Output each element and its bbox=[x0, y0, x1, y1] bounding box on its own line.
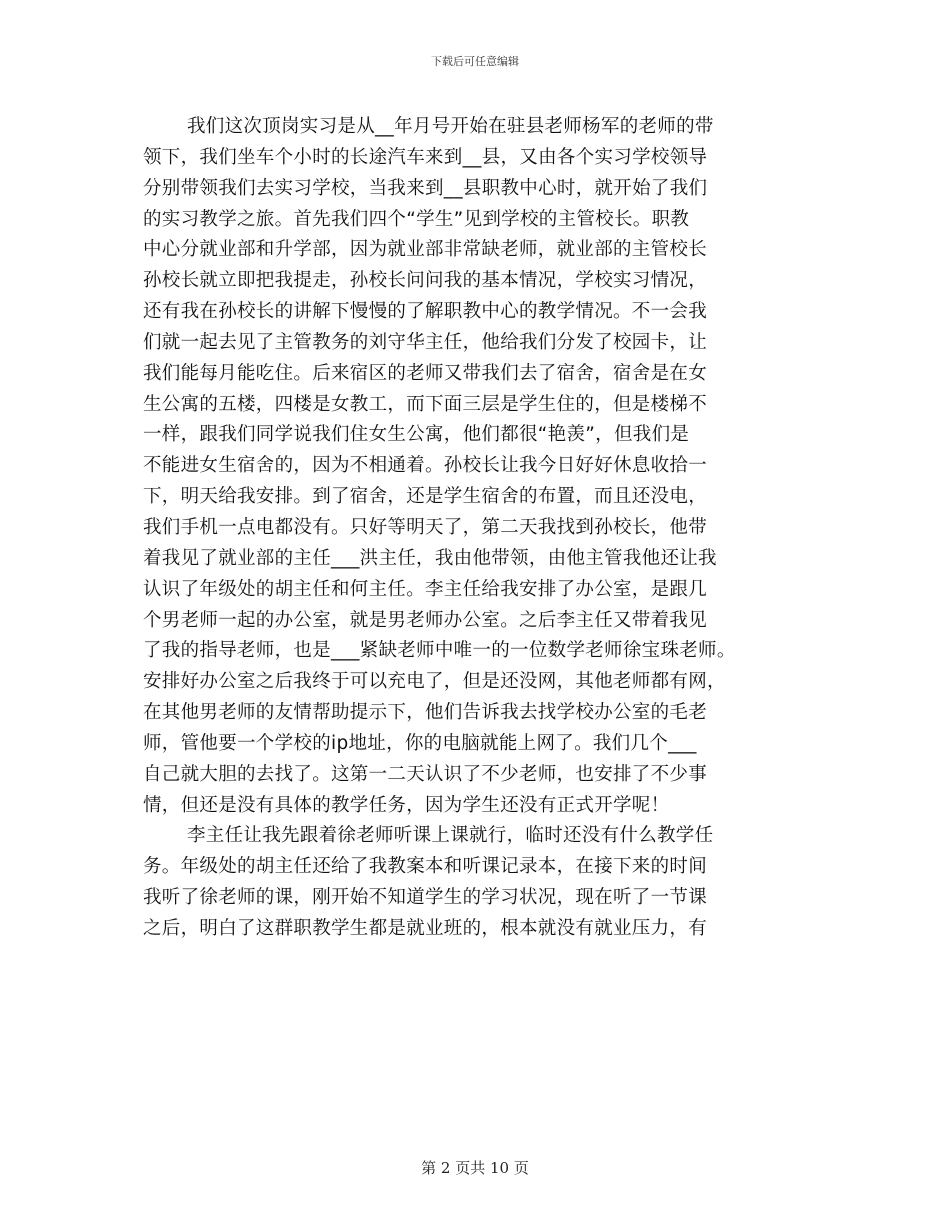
paragraph-line: 认识了年级处的胡主任和何主任。李主任给我安排了办公室，是跟几 bbox=[143, 578, 708, 600]
paragraph-line: 们就一起去见了主管教务的刘守华主任，他给我们分发了校园卡，让 bbox=[143, 331, 708, 353]
paragraph-line: 师，管他要一个学校的ip地址，你的电脑就能上网了。我们几个___ bbox=[143, 732, 697, 754]
page-number-footer: 第 2 页共 10 页 bbox=[421, 1159, 529, 1177]
paragraph-line: 自己就大胆的去找了。这第一二天认识了不少老师，也安排了不少事 bbox=[143, 763, 708, 785]
paragraph-line: 之后，明白了这群职教学生都是就业班的，根本就没有就业压力，有 bbox=[143, 917, 708, 939]
paragraph-line: 的实习教学之旅。首先我们四个“学生”见到学校的主管校长。职教 bbox=[143, 208, 690, 230]
paragraph-line: 安排好办公室之后我终于可以充电了，但是还没网，其他老师都有网， bbox=[143, 671, 726, 693]
paragraph-line: 不能进女生宿舍的，因为不相通着。孙校长让我今日好好休息收拾一 bbox=[143, 455, 708, 477]
paragraph-line: 情，但还是没有具体的教学任务，因为学生还没有正式开学呢！ bbox=[143, 794, 670, 816]
paragraph-line: 生公寓的五楼，四楼是女教工，而下面三层是学生住的，但是楼梯不 bbox=[143, 393, 708, 415]
paragraph-line: 着我见了就业部的主任___洪主任，我由他带领，由他主管我他还让我 bbox=[143, 547, 717, 569]
paragraph-line: 下，明天给我安排。到了宿舍，还是学生宿舍的布置，而且还没电， bbox=[143, 486, 708, 508]
paragraph-line: 李主任让我先跟着徐老师听课上课就行，临时还没有什么教学任 bbox=[187, 825, 714, 847]
paragraph-line: 分别带领我们去实习学校，当我来到__县职教中心时，就开始了我们 bbox=[143, 177, 708, 199]
paragraph-line: 孙校长就立即把我提走，孙校长问问我的基本情况，学校实习情况， bbox=[143, 270, 708, 292]
paragraph-line: 了我的指导老师，也是___紧缺老师中唯一的一位数学老师徐宝珠老师。 bbox=[143, 640, 736, 662]
paragraph-line: 我们能每月能吃住。后来宿区的老师又带我们去了宿舍，宿舍是在女 bbox=[143, 362, 708, 384]
paragraph-line: 在其他男老师的友情帮助提示下，他们告诉我去找学校办公室的毛老 bbox=[143, 702, 708, 724]
paragraph-line: 务。年级处的胡主任还给了我教案本和听课记录本，在接下来的时间 bbox=[143, 856, 708, 878]
paragraph-line: 还有我在孙校长的讲解下慢慢的了解职教中心的教学情况。不一会我 bbox=[143, 301, 708, 323]
document-body bbox=[143, 112, 833, 945]
paragraph-line: 我们手机一点电都没有。只好等明天了，第二天我找到孙校长，他带 bbox=[143, 516, 708, 538]
paragraph-line: 我们这次顶岗实习是从__年月号开始在驻县老师杨军的老师的带 bbox=[187, 116, 714, 137]
paragraph-line: 个男老师一起的办公室，就是男老师办公室。之后李主任又带着我见 bbox=[143, 609, 708, 631]
paragraph-line: 我听了徐老师的课，刚开始不知道学生的学习状况，现在听了一节课 bbox=[143, 887, 708, 909]
paragraph-line: 中心分就业部和升学部，因为就业部非常缺老师，就业部的主管校长 bbox=[143, 239, 708, 261]
paragraph-line: 一样，跟我们同学说我们住女生公寓，他们都很“艳羡”，但我们是 bbox=[143, 424, 690, 446]
paragraph-line: 领下，我们坐车个小时的长途汽车来到__县，又由各个实习学校领导 bbox=[143, 146, 708, 168]
page-header: 下载后可任意编辑 bbox=[431, 55, 519, 68]
